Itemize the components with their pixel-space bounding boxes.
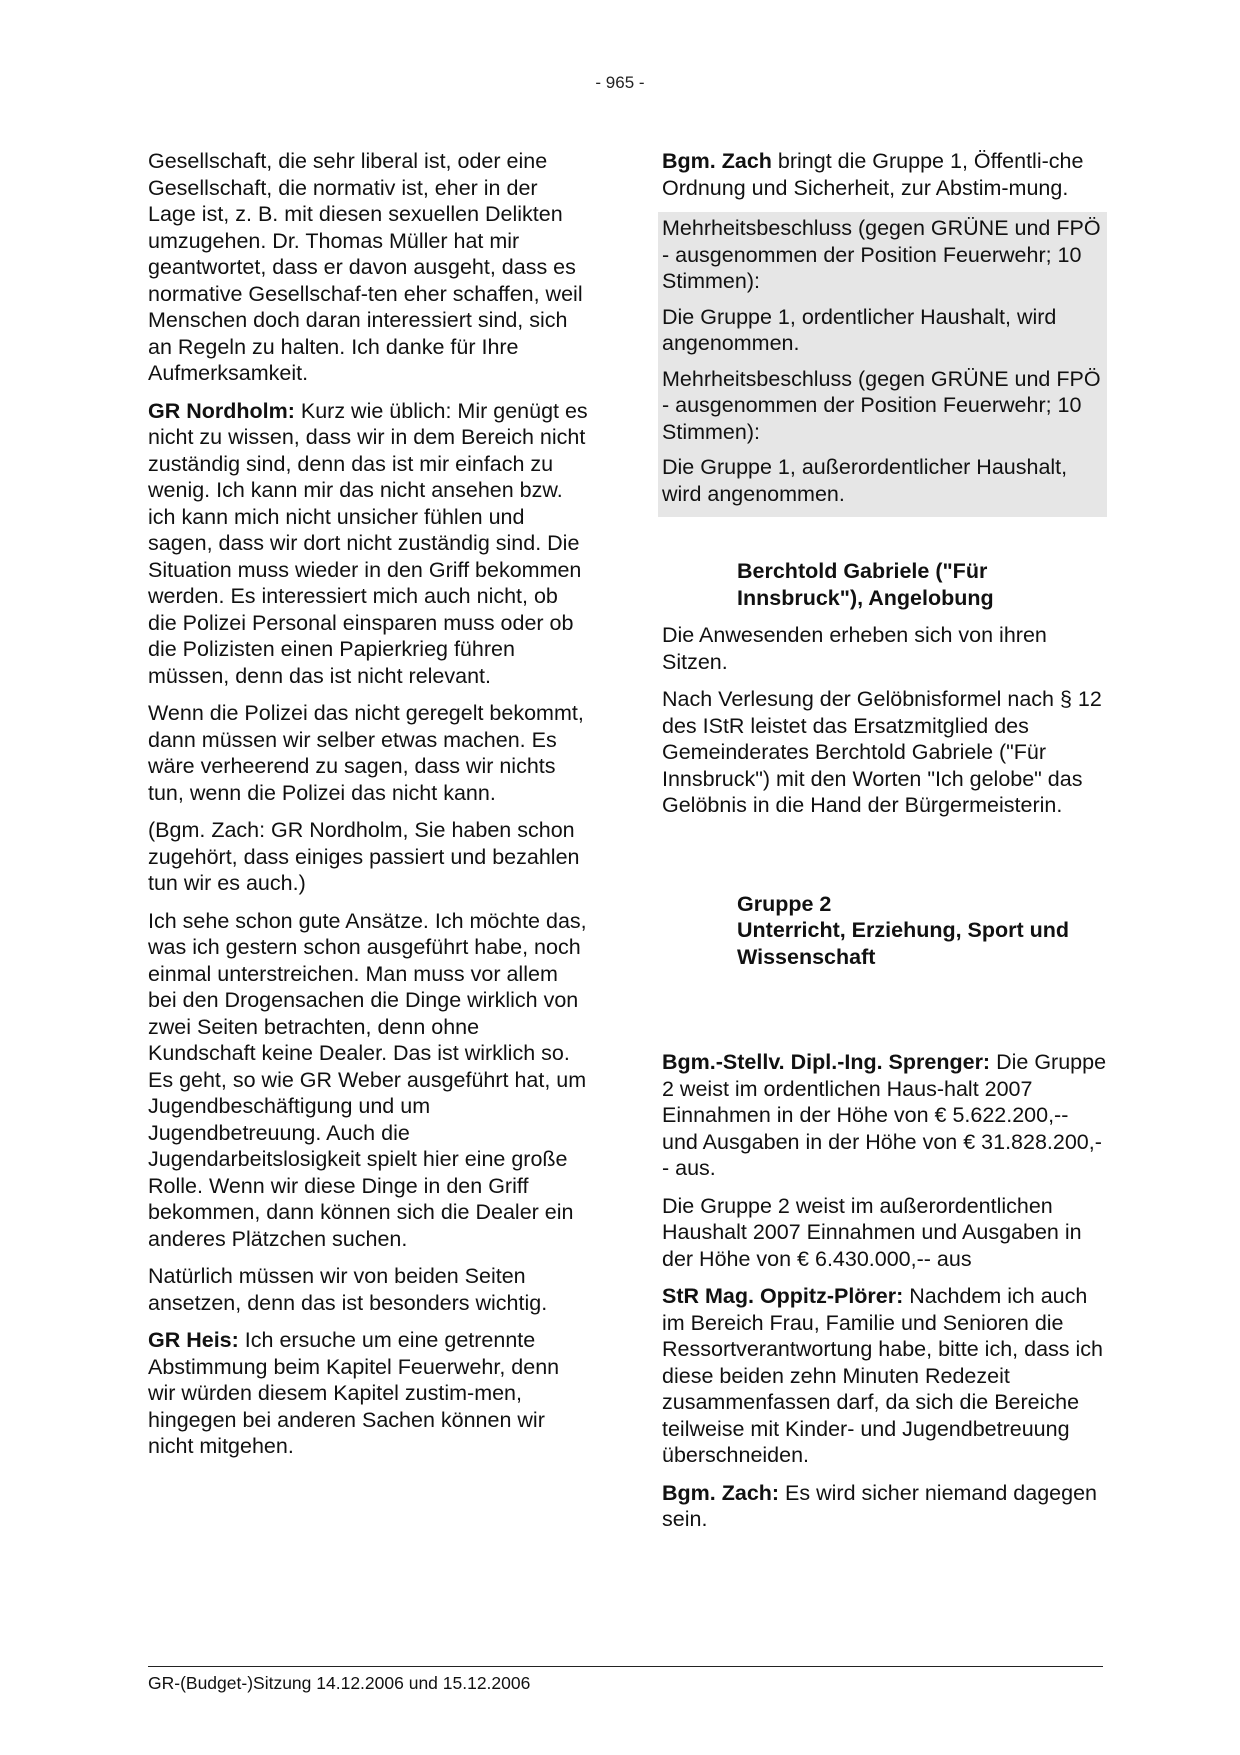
resolution-text: Mehrheitsbeschluss (gegen GRÜNE und FPÖ - ausgenommen der Position Feuerwehr; 10 Stimmen): <box>662 216 1101 293</box>
section-heading-angelobung <box>737 558 1107 611</box>
right-column <box>662 148 1107 1544</box>
speech-paragraph <box>148 1327 588 1460</box>
section-heading-gruppe-2 <box>737 891 1107 971</box>
paragraph: Wenn die Polizei das nicht geregelt bekommt, dann müssen wir selber etwas machen. Es wäre verheerend zu sagen, dass wir nichts tun, wenn die Polizei das nicht kann. <box>148 701 584 805</box>
speech-text: Nachdem ich auch im Bereich Frau, Familie und Senioren die Ressortverantwortung habe, bitte ich, dass ich diese beiden zehn Minuten Redezeit zusammenfassen darf, da sich die Bereiche teilweise mit Kinder- und Jugendbetreuung überschneiden. <box>662 1284 1103 1467</box>
page-number: - 965 - <box>595 73 645 92</box>
speech-text: Es wird sicher niemand dagegen sein. <box>662 1480 1097 1531</box>
paragraph: Ich sehe schon gute Ansätze. Ich möchte das, was ich gestern schon ausgeführt habe, noch einmal unterstreichen. Man muss vor allem bei den Drogensachen die Dinge wirklich von zwei Seiten betrachten, denn ohne Kundschaft keine Dealer. Das ist wirklich so. Es geht, so wie GR Weber ausgeführt hat, um Jugendbeschäftigung und um Jugendbetreuung. Auch die Jugendarbeitslosigkeit spielt hier eine große Rolle. Wenn wir diese Dinge in den Griff bekommen, dann können sich die Dealer ein anderes Plätzchen suchen. <box>148 908 587 1251</box>
speech-paragraph <box>662 1283 1107 1469</box>
heading-line: Innsbruck"), Angelobung <box>737 585 994 610</box>
speaker-name: StR Mag. Oppitz-Plörer: <box>662 1284 904 1308</box>
paragraph: Nach Verlesung der Gelöbnisformel nach § 12 des IStR leistet das Ersatzmitglied des Gemeinderates Berchtold Gabriele ("Für Innsbruck") mit den Worten "Ich gelobe" das Gelöbnis in die Hand der Bürgermeisterin. <box>662 687 1102 817</box>
paragraph: Die Gruppe 2 weist im außerordentlichen Haushalt 2007 Einnahmen und Ausgaben in der Höhe von € 6.430.000,-- aus <box>662 1193 1082 1271</box>
resolution-text: Mehrheitsbeschluss (gegen GRÜNE und FPÖ - ausgenommen der Position Feuerwehr; 10 Stimmen): <box>662 366 1101 444</box>
resolution-text: Die Gruppe 1, ordentlicher Haushalt, wird angenommen. <box>662 304 1057 355</box>
speech-paragraph <box>662 1049 1107 1182</box>
speech-paragraph <box>148 398 588 690</box>
speaker-name: GR Nordholm: <box>148 398 295 423</box>
paragraph: Die Anwesenden erheben sich von ihren Sitzen. <box>662 623 1047 674</box>
speech-paragraph <box>662 148 1107 201</box>
speaker-name: Bgm. Zach <box>662 149 772 173</box>
paragraph: Natürlich müssen wir von beiden Seiten ansetzen, denn das ist besonders wichtig. <box>148 1264 548 1315</box>
speech-paragraph <box>662 1480 1107 1533</box>
heading-line: Berchtold Gabriele ("Für <box>737 559 988 583</box>
footer-text: GR-(Budget-)Sitzung 14.12.2006 und 15.12.2006 <box>148 1673 531 1693</box>
footer-divider <box>148 1666 1103 1667</box>
speaker-name: Bgm. Zach: <box>662 1480 780 1505</box>
paragraph: Gesellschaft, die sehr liberal ist, oder eine Gesellschaft, die normativ ist, eher in der Lage ist, z. B. mit diesen sexuellen Delikten umzugehen. Dr. Thomas Müller hat mir geantwortet, dass er davon ausgeht, dass es normative Gesellschaf-ten eher schaffen, weil Menschen doch daran interessiert sind, sich an Regeln zu halten. Ich danke für Ihre Aufmerksamkeit. <box>148 149 583 385</box>
heading-line: Wissenschaft <box>737 944 876 969</box>
speaker-name: Bgm.-Stellv. Dipl.-Ing. Sprenger: <box>662 1050 991 1074</box>
interjection: (Bgm. Zach: GR Nordholm, Sie haben schon zugehört, dass einiges passiert und bezahlen tun wir es auch.) <box>148 818 580 895</box>
speech-text: Ich ersuche um eine getrennte Abstimmung beim Kapitel Feuerwehr, denn wir würden diesem Kapitel zustim-men, hingegen bei anderen Sachen können wir nicht mitgehen. <box>148 1328 560 1458</box>
speech-text: Die Gruppe 2 weist im ordentlichen Haus-halt 2007 Einnahmen in der Höhe von € 5.622.200,-- und Ausgaben in der Höhe von € 31.828.200,-- aus. <box>662 1050 1107 1180</box>
heading-line: Gruppe 2 <box>737 891 832 916</box>
resolution-block <box>658 212 1107 517</box>
speech-text: Kurz wie üblich: Mir genügt es nicht zu wissen, dass wir in dem Bereich nicht zuständig sind, denn das ist mir einfach zu wenig. Ich kann mir das nicht ansehen bzw. ich kann mich nicht unsicher fühlen und sagen, dass wir dort nicht zuständig sind. Die Situation muss wieder in den Griff bekommen werden. Es interessiert mich auch nicht, ob die Polizei Personal einsparen muss oder ob die Polizisten einen Papierkrieg führen müssen, denn das ist nicht relevant. <box>148 398 588 688</box>
heading-line: Unterricht, Erziehung, Sport und <box>737 918 1070 942</box>
left-column <box>148 148 588 1471</box>
speech-text: bringt die Gruppe 1, Öffentli-che Ordnung und Sicherheit, zur Abstim-mung. <box>662 149 1084 200</box>
speaker-name: GR Heis: <box>148 1328 239 1352</box>
resolution-text: Die Gruppe 1, außerordentlicher Haushalt, wird angenommen. <box>662 455 1068 506</box>
